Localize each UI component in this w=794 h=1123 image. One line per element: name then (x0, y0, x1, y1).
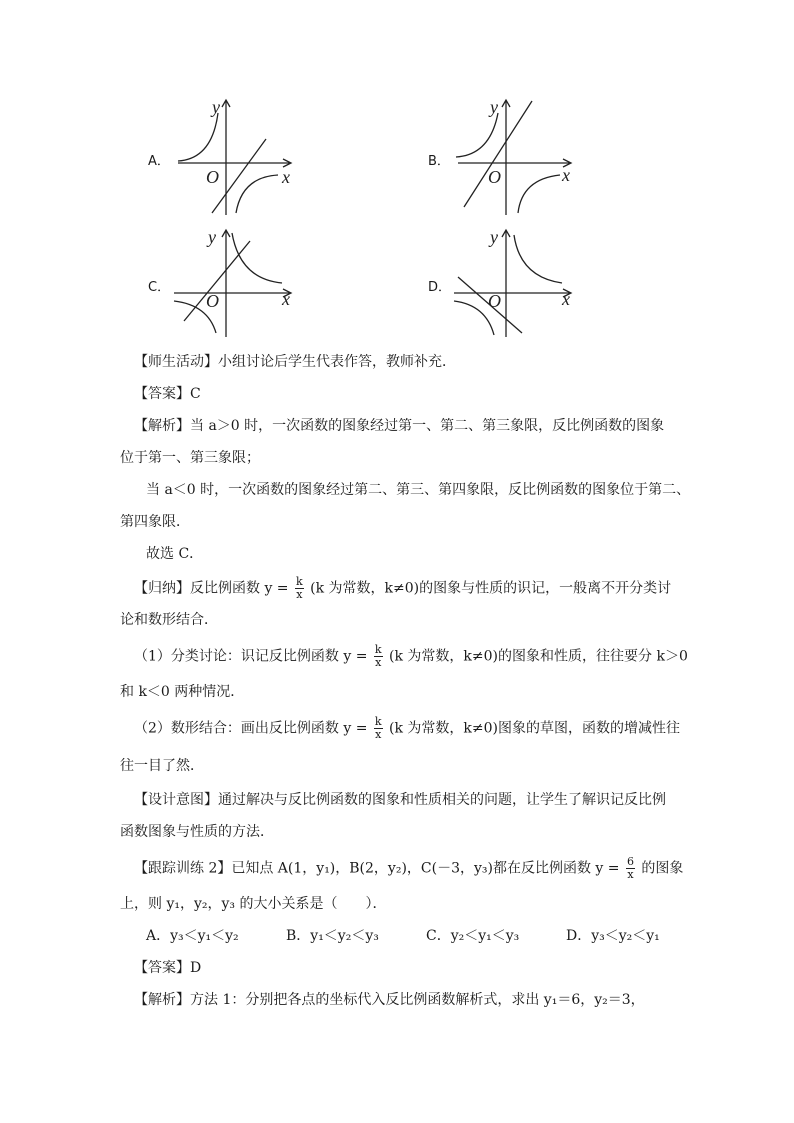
p2-post: (k 为常数，k≠0)图象的草图，函数的增减性往 (389, 720, 681, 737)
option-d-label: D． (428, 280, 452, 295)
summary-line-1 (134, 576, 671, 601)
x-axis-label: x (282, 167, 290, 187)
hyperbola-branch-2 (518, 175, 560, 213)
y-axis-label: y (490, 97, 498, 117)
hyperbola-branch-1 (514, 235, 562, 283)
option-c-label: C． (148, 280, 171, 295)
choice-b: B．y₁＜y₂＜y₃ (286, 928, 379, 944)
analysis-line-4: 第四象限． (120, 514, 190, 530)
y-axis-label: y (490, 227, 498, 247)
answer-1: 【答案】C (134, 386, 201, 402)
y-axis-label: y (208, 227, 216, 247)
origin-label: O (206, 291, 219, 311)
origin-label: O (488, 167, 501, 187)
k-over-x-fraction: $\frac{k}{x}$ (374, 715, 382, 741)
choice-c: C．y₂＜y₁＜y₃ (426, 928, 520, 944)
exercise-post: 的图象 (641, 860, 684, 877)
x-axis-label: x (282, 289, 290, 309)
choice-a: A．y₃＜y₁＜y₂ (146, 928, 239, 944)
hyperbola-branch-1 (456, 113, 498, 157)
summary-pre: 【归纳】反比例函数 y = (134, 580, 289, 597)
p2-pre: （2）数形结合：画出反比例函数 y = (134, 720, 368, 737)
activity-text: 【师生活动】小组讨论后学生代表作答，教师补充． (134, 354, 456, 370)
k-over-x-fraction: $\frac{k}{x}$ (296, 575, 303, 601)
classification-line-1 (134, 644, 688, 669)
p1-pre: （1）分类讨论：识记反比例函数 y = (134, 648, 368, 665)
option-d-graph (450, 225, 580, 340)
exercise-line-1 (134, 856, 683, 881)
graphing-line-2: 往一目了然． (120, 758, 204, 774)
classification-line-2: 和 k＜0 两种情况． (120, 684, 245, 700)
p1-post: (k 为常数，k≠0)的图象和性质，往往要分 k＞0 (389, 648, 688, 665)
choice-d: D．y₃＜y₂＜y₁ (566, 928, 660, 944)
hyperbola-branch-1 (232, 233, 282, 283)
hyperbola-branch-1 (178, 113, 218, 161)
origin-label: O (206, 167, 219, 187)
summary-line-2: 论和数形结合． (120, 612, 218, 628)
x-axis-label: x (562, 165, 570, 185)
exercise-line-2: 上，则 y₁，y₂，y₃ 的大小关系是（ ）． (120, 896, 387, 912)
analysis-line-2: 位于第一、第三象限； (120, 450, 260, 466)
six-over-x-fraction: $\frac{6}{x}$ (626, 855, 634, 881)
option-b-label: B． (428, 154, 450, 169)
analysis-line-1: 【解析】当 a＞0 时，一次函数的图象经过第一、第二、第三象限，反比例函数的图象 (134, 418, 665, 434)
option-c-graph (170, 225, 300, 340)
origin-label: O (488, 291, 501, 311)
linear-function (464, 101, 532, 207)
graphing-line-1 (134, 716, 680, 741)
hyperbola-branch-2 (236, 175, 278, 213)
k-over-x-fraction: $\frac{k}{x}$ (374, 643, 382, 669)
x-axis-label: x (562, 289, 570, 309)
answer-2: 【答案】D (134, 960, 202, 976)
summary-post: (k 为常数，k≠0)的图象与性质的识记，一般离不开分类讨 (310, 580, 672, 597)
analysis-line-5: 故选 C． (146, 546, 204, 562)
design-line-1: 【设计意图】通过解决与反比例函数的图象和性质相关的问题，让学生了解识记反比例 (134, 792, 666, 808)
option-a-label: A． (148, 154, 170, 169)
design-line-2: 函数图象与性质的方法． (120, 824, 274, 840)
option-a-graph (170, 95, 300, 220)
y-axis-label: y (212, 97, 220, 117)
option-b-graph (450, 95, 580, 220)
exercise-pre: 【跟踪训练 2】已知点 A(1，y₁)，B(2，y₂)，C(－3，y₃)都在反比例函数 y = (134, 860, 620, 877)
analysis-line-3: 当 a＜0 时，一次函数的图象经过第二、第三、第四象限，反比例函数的图象位于第二、 (146, 482, 691, 498)
analysis-2-line-1: 【解析】方法 1：分别把各点的坐标代入反比例函数解析式，求出 y₁＝6，y₂＝3， (134, 992, 645, 1008)
